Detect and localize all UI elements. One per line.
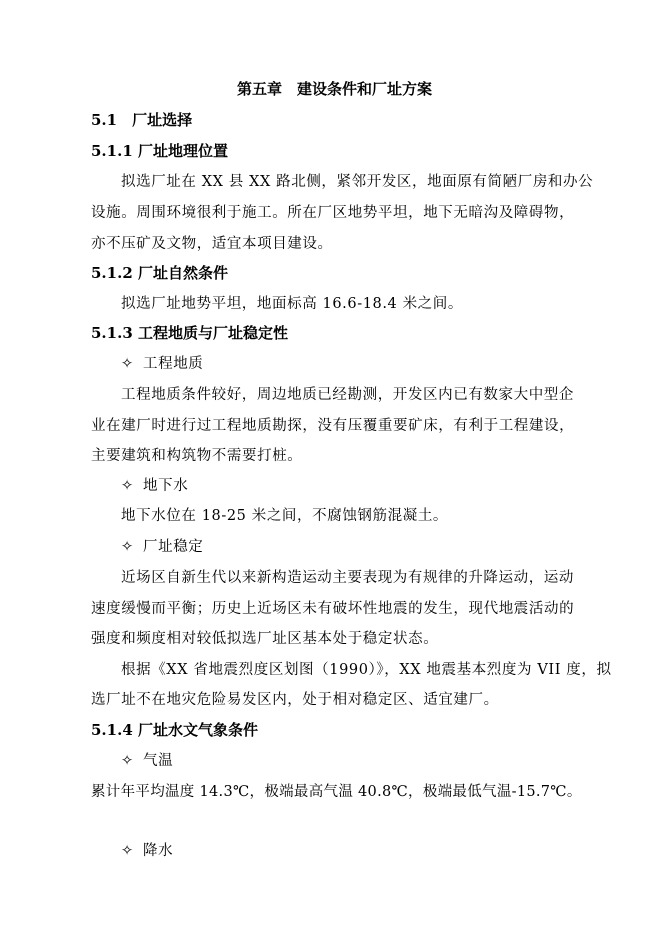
location-text-line-2: 设施。周围环境很利于施工。所在厂区地势平坦，地下无暗沟及障碍物， xyxy=(91,205,575,221)
bullet-geology xyxy=(121,354,203,374)
stability-text-line-5: 选厂址不在地灾危险易发区内，处于相对稳定区、适宜建厂。 xyxy=(91,692,499,708)
location-text-line-1: 拟选厂址在 XX 县 XX 路北侧，紧邻开发区，地面原有简陋厂房和办公 xyxy=(121,174,594,190)
section-heading-5-1-4: 5.1.4 厂址水文气象条件 xyxy=(91,721,258,739)
sparkle-bullet-icon: ✧ xyxy=(121,753,134,769)
stability-text-line-4: 根据《XX 省地震烈度区划图（1990）》，XX 地震基本烈度为 VII 度，拟 xyxy=(121,662,612,678)
natural-text-line-1: 拟选厂址地势平坦，地面标高 16.6-18.4 米之间。 xyxy=(121,296,463,312)
stability-text-line-2: 速度缓慢而平衡；历史上近场区未有破坏性地震的发生，现代地震活动的 xyxy=(91,601,575,617)
section-heading-5-1: 5.1 厂址选择 xyxy=(91,111,193,129)
bullet-precipitation-label: 降水 xyxy=(143,843,174,859)
bullet-geology-label: 工程地质 xyxy=(143,356,204,372)
sparkle-bullet-icon: ✧ xyxy=(121,478,134,494)
bullet-stability xyxy=(121,537,203,557)
bullet-temperature-label: 气温 xyxy=(143,753,174,769)
bullet-precipitation xyxy=(121,841,173,861)
stability-text-line-1: 近场区自新生代以来新构造运动主要表现为有规律的升降运动，运动 xyxy=(121,570,574,586)
section-heading-5-1-3: 5.1.3 工程地质与厂址稳定性 xyxy=(91,324,288,342)
section-heading-5-1-2: 5.1.2 厂址自然条件 xyxy=(91,264,228,282)
stability-text-line-3: 强度和频度相对较低拟选厂址区基本处于稳定状态。 xyxy=(91,631,439,647)
sparkle-bullet-icon: ✧ xyxy=(121,843,134,859)
bullet-groundwater xyxy=(121,476,188,496)
temperature-text-line-1: 累计年平均温度 14.3℃，极端最高气温 40.8℃，极端最低气温-15.7℃。 xyxy=(91,784,582,800)
groundwater-text-line-1: 地下水位在 18-25 米之间，不腐蚀钢筋混凝土。 xyxy=(121,508,449,524)
sparkle-bullet-icon: ✧ xyxy=(121,539,134,555)
geology-text-line-1: 工程地质条件较好，周边地质已经勘测，开发区内已有数家大中型企 xyxy=(121,387,574,403)
location-text-line-3: 亦不压矿及文物，适宜本项目建设。 xyxy=(91,236,333,252)
geology-text-line-3: 主要建筑和构筑物不需要打桩。 xyxy=(91,448,303,464)
geology-text-line-2: 业在建厂时进行过工程地质勘探，没有压覆重要矿床，有利于工程建设， xyxy=(91,418,575,434)
bullet-groundwater-label: 地下水 xyxy=(143,478,189,494)
section-heading-5-1-1: 5.1.1 厂址地理位置 xyxy=(91,142,228,160)
chapter-title: 第五章 建设条件和厂址方案 xyxy=(237,80,433,98)
sparkle-bullet-icon: ✧ xyxy=(121,356,134,372)
bullet-stability-label: 厂址稳定 xyxy=(143,539,204,555)
bullet-temperature xyxy=(121,751,173,771)
